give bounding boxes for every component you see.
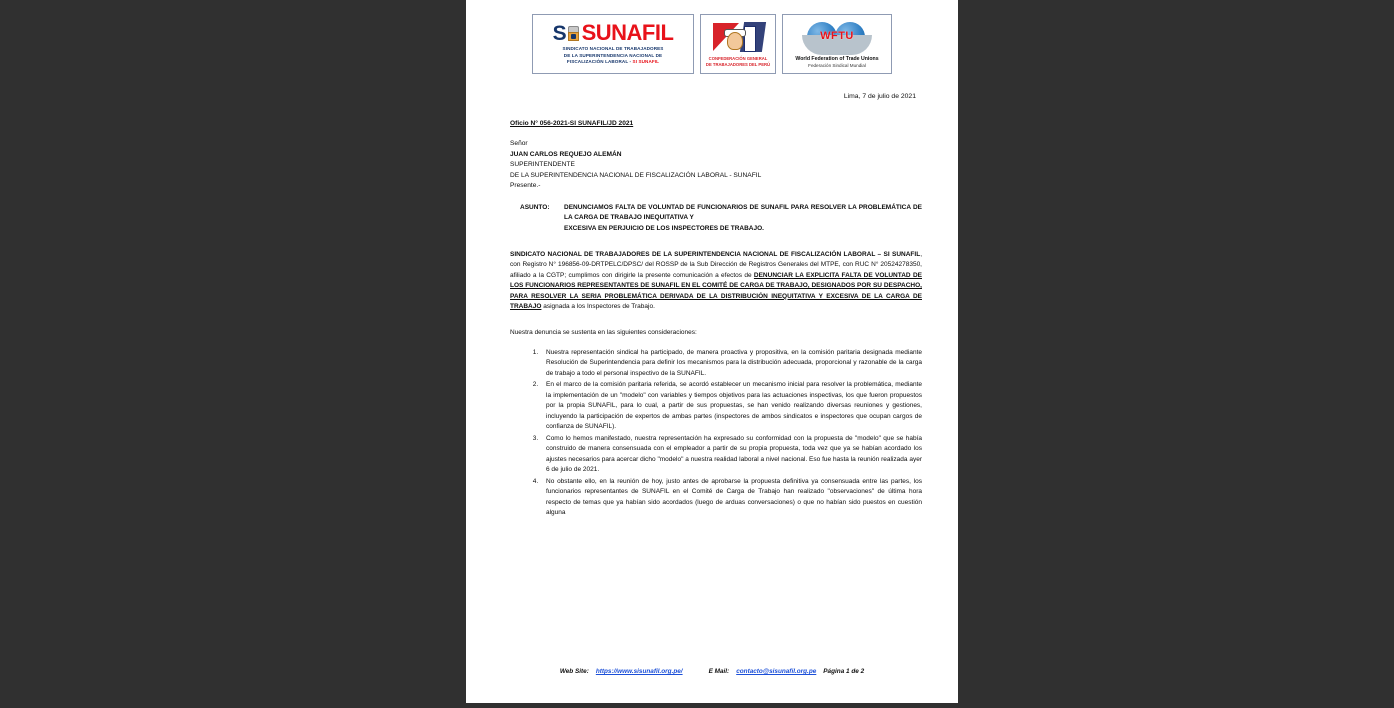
list-item: 4. No obstante ello, en la reunión de hoy, justo antes de aprobarse la propuesta definitiva ya consensuada entre las partes, los funcionarios representantes de SUNAFIL en el Comité de Carga de Trabajo han realizado "observaciones" de última hora respecto de temas que ya habían sido acordados (luego de arduas conversaciones) o que no habían sido puestos en cuestión alguna: [540, 477, 922, 519]
wftu-logo: [782, 14, 892, 74]
wftu-acronym: WFTU: [820, 29, 854, 42]
opening-paragraph-plain: , con Registro N° 196856-09-DRTPELC/DPSC/ del ROSSP de la Sub Dirección de Registros Generales del MTPE, con RUC N° 20524278350, afiliado a la CGTP; cumplimos con dirigirle la presente comunicación a efectos de: [510, 250, 922, 279]
document-page: [466, 0, 958, 703]
padlock-icon: [568, 26, 579, 41]
wftu-caption-line1: World Federation of Trade Unions: [795, 55, 879, 62]
footer-website-link[interactable]: https://www.sisunafil.org.pe/: [595, 668, 683, 675]
oficio-line-wrap: [510, 102, 922, 129]
si-sunafil-letter-s: S: [552, 21, 566, 45]
list-intro: Nuestra denuncia se sustenta en las siguientes consideraciones:: [510, 328, 697, 336]
si-sunafil-logo: [532, 14, 694, 74]
list-item: 3. Como lo hemos manifestado, nuestra representación ha expresado su conformidad con la propuesta de "modelo" que se había construido de manera consensuada con el empleador a partir de su propia propuesta, toda vez que ya se habían acordado los ajustes necesarios para acercar dicho "modelo" a nuestra realidad laboral a nivel nacional. Eso fue hasta la reunión realizada ayer 6 de julio de 2021.: [540, 434, 922, 476]
numbered-list: [510, 348, 922, 519]
si-sunafil-name: SUNAFIL: [581, 20, 674, 46]
footer-page-indicator: Página 1 de 2: [823, 668, 865, 675]
asunto-label: ASUNTO:: [520, 204, 550, 212]
si-sunafil-subtitle-line2: DE LA SUPERINTENDENCIA NACIONAL DE: [563, 52, 663, 58]
si-sunafil-subtitle-line3: [563, 59, 664, 66]
footer-email-label: E Mail:: [708, 668, 730, 675]
cgtp-caption-line2: DE TRABAJADORES DEL PERÚ: [705, 62, 771, 67]
opening-paragraph: [510, 250, 922, 313]
asunto-line3: EXCESIVA EN PERJUICIO DE LOS INSPECTORES DE TRABAJO.: [564, 224, 764, 232]
addressee-salutation: Señor: [510, 140, 528, 148]
addressee-position: SUPERINTENDENTE: [510, 161, 575, 169]
asunto-block: [510, 203, 922, 233]
asunto-line2: RESOLVER LA PROBLEMÁTICA DE LA CARGA DE TRABAJO INEQUITATIVA Y: [564, 204, 922, 222]
letter-body: [466, 92, 958, 519]
wftu-globe-hands-icon: [798, 21, 876, 55]
cgtp-caption-line1: CONFEDERACIÓN GENERAL: [708, 55, 768, 61]
wftu-caption-line2: Federación Sindical Mundial: [808, 62, 866, 68]
opening-paragraph-emphasis: DENUNCIAR LA EXPLICITA FALTA DE VOLUNTAD DE LOS FUNCIONARIOS REPRESENTANTES DE SUNAFIL EN EL COMITÉ DE CARGA DE TRABAJO, DESIGNADOS POR SU DESPACHO, PARA RESOLVER LA SERIA PROBLEMÁTICA DERIVADA DE LA DISTRIBUCIÓN INEQUITATIVA Y EXCESIVA DE LA CARGA DE TRABAJO: [510, 271, 922, 311]
footer-website-label: Web Site:: [559, 668, 589, 675]
si-sunafil-subtitle: [563, 46, 664, 66]
letterhead-logos: [466, 0, 958, 74]
page-footer: [466, 668, 958, 675]
date-line: Lima, 7 de julio de 2021: [843, 93, 916, 100]
cgtp-logo: [700, 14, 776, 74]
addressee-block: [510, 139, 922, 191]
addressee-present: Presente.-: [510, 181, 541, 189]
list-item: 1. Nuestra representación sindical ha participado, de manera proactiva y propositiva, en la comisión paritaria designada mediante Resolución de Superintendencia para definir los mecanismos para la distribución adecuada, proporcional y razonable de la carga de trabajo a todo el personal inspectivo de la SUNAFIL.: [540, 348, 922, 380]
addressee-name: JUAN CARLOS REQUEJO ALEMÁN: [510, 150, 622, 158]
asunto-line1: DENUNCIAMOS FALTA DE VOLUNTAD DE FUNCIONARIOS DE SUNAFIL PARA: [564, 204, 809, 212]
cgtp-caption: [706, 56, 770, 69]
cgtp-emblem-icon: [709, 20, 767, 54]
si-sunafil-subtitle-line3a: FISCALIZACIÓN LABORAL -: [566, 59, 633, 65]
oficio-number: Oficio N° 056-2021-SI SUNAFIL/JD 2021: [510, 120, 634, 128]
opening-paragraph-bold: SINDICATO NACIONAL DE TRABAJADORES DE LA SUPERINTENDENCIA NACIONAL DE FISCALIZACIÓN LABORAL – SI SUNAFIL: [510, 250, 921, 258]
si-sunafil-subtitle-line3b: SI SUNAFIL: [632, 59, 660, 65]
asunto-text: [564, 203, 922, 233]
opening-paragraph-end: asignada a los Inspectores de Trabajo.: [541, 303, 655, 311]
addressee-entity: DE LA SUPERINTENDENCIA NACIONAL DE FISCALIZACIÓN LABORAL - SUNAFIL: [510, 171, 762, 179]
si-sunafil-subtitle-line1: SINDICATO NACIONAL DE TRABAJADORES: [562, 46, 664, 52]
footer-email-link[interactable]: contacto@sisunafil.org.pe: [736, 668, 817, 675]
list-item: 2. En el marco de la comisión paritaria referida, se acordó establecer un mecanismo inicial para resolver la problemática, mediante la implementación de un "modelo" con variables y tiempos objetivos para las actuaciones inspectivas, los que fueron propuestos por la propia SUNAFIL, para lo cual, a partir de sus propuestas, se han venido realizando diversas reuniones y gestiones, incluyendo la participación de expertos de ambas partes (inspectores de ambos sindicatos e inspectores que ocupan cargos de confianza de SUNAFIL).: [540, 380, 922, 433]
si-sunafil-wordmark: [553, 22, 674, 44]
